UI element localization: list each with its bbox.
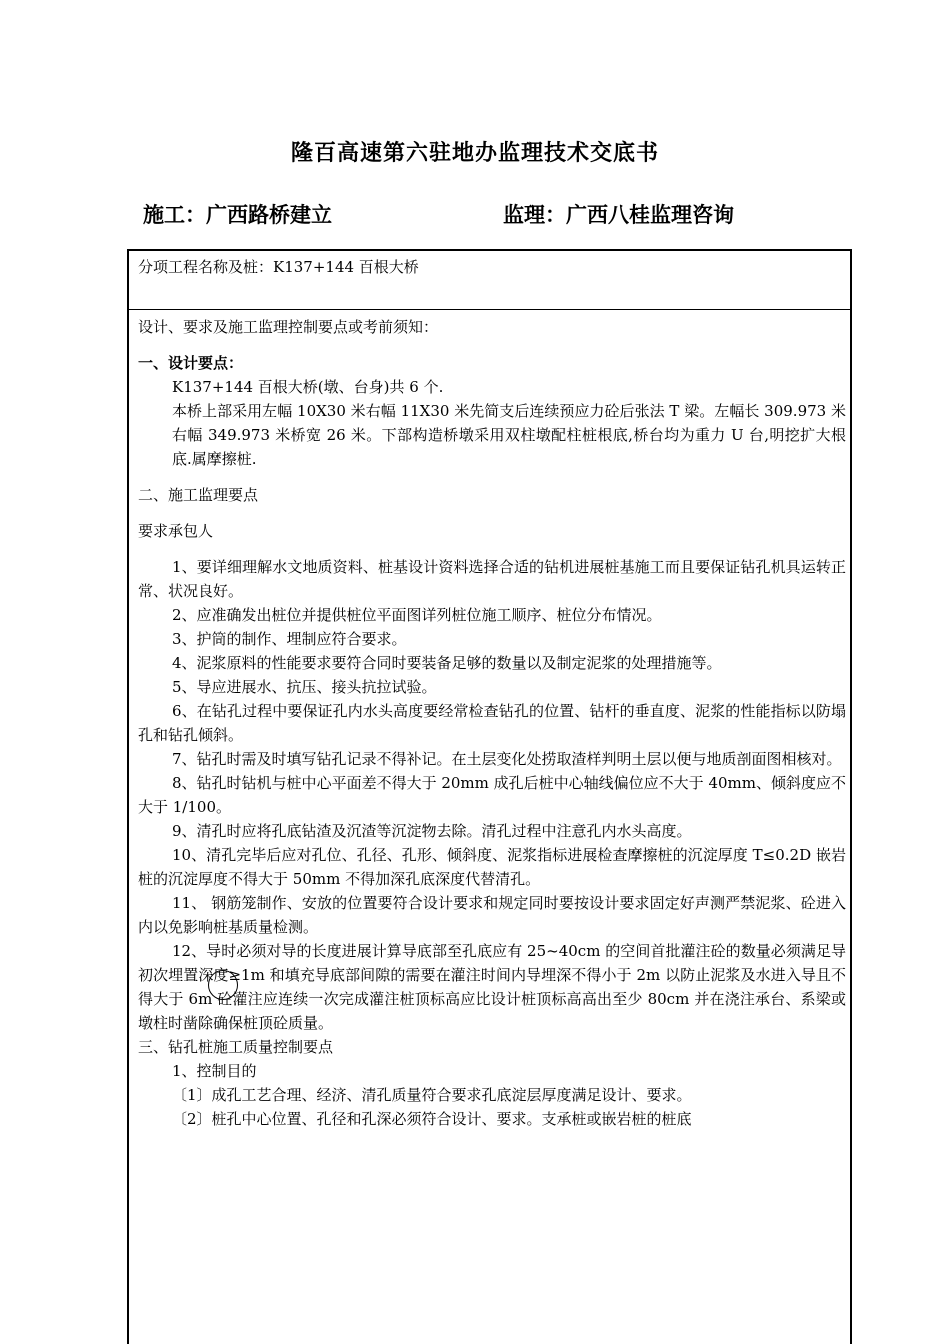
section2-item: 7、钻孔时需及时填写钻孔记录不得补记。在土层变化处捞取渣样判明土层以便与地质剖面图相核对。 xyxy=(172,750,842,768)
section2-item: 11、 钢筋笼制作、安放的位置要符合设计要求和规定同时要按设计要求固定好声测严禁泥浆、砼进入内以免影响桩基质量检测。 xyxy=(138,894,846,936)
section3-item: 〔2〕桩孔中心位置、孔径和孔深必须符合设计、要求。支承桩或嵌岩桩的桩底 xyxy=(172,1110,692,1128)
section2-item: 4、泥浆原料的性能要求要符合同时要装备足够的数量以及制定泥浆的处理措施等。 xyxy=(172,654,722,672)
section2-sub: 要求承包人 xyxy=(138,522,214,540)
section2-item: 1、要详细理解水文地质资料、桩基设计资料选择合适的钻机进展桩基施工而且要保证钻孔机具运转正常、状况良好。 xyxy=(138,558,846,600)
section1-line: 本桥上部采用左幅 10X30 米右幅 11X30 米先简支后连续预应力砼后张法 T 梁。左幅长 309.973 米右幅 349.973 米桥宽 26 米。下部构造桥墩采用双柱墩配柱桩根底,桥台均为重力 U 台,明挖扩大根底.属摩擦桩. xyxy=(172,402,846,468)
disclosure-table xyxy=(127,249,852,1344)
section2-item: 5、导应进展水、抗压、接头抗拉试验。 xyxy=(172,678,437,696)
section2-item: 9、清孔时应将孔底钻渣及沉渣等沉淀物去除。清孔过程中注意孔内水头高度。 xyxy=(172,822,692,840)
content-body xyxy=(138,315,846,1131)
section2-item: 3、护筒的制作、埋制应符合要求。 xyxy=(172,630,407,648)
project-name: 分项工程名称及桩：K137+144 百根大桥 xyxy=(138,258,419,276)
supervision-unit: 监理：广西八桂监理咨询 xyxy=(503,203,734,227)
section2-heading: 二、施工监理要点 xyxy=(138,486,259,504)
circle-mark xyxy=(208,970,238,1000)
section3-item: 〔1〕成孔工艺合理、经济、清孔质量符合要求孔底淀层厚度满足设计、要求。 xyxy=(172,1086,692,1104)
section2-item: 2、应准确发出桩位并提供桩位平面图详列桩位施工顺序、桩位分布情况。 xyxy=(172,606,662,624)
section2-item: 6、在钻孔过程中要保证孔内水头高度要经常检查钻孔的位置、钻杆的垂直度、泥浆的性能指标以防塌孔和钻孔倾斜。 xyxy=(138,702,846,744)
document-title: 隆百高速第六驻地办监理技术交底书 xyxy=(290,141,659,166)
project-row xyxy=(129,251,850,310)
section3-sub: 1、控制目的 xyxy=(172,1062,257,1080)
section2-item: 10、清孔完毕后应对孔位、孔径、孔形、倾斜度、泥浆指标进展检查摩擦桩的沉淀厚度 T≤0.2D 嵌岩桩的沉淀厚度不得大于 50mm 不得加深孔底深度代替清孔。 xyxy=(138,846,846,888)
section2-item: 12、导时必须对导的长度进展计算导底部至孔底应有 25~40cm 的空间首批灌注砼的数量必须满足导初次埋置深度≥1m 和填充导底部间隙的需要在灌注时间内导埋深不得小于 2m 以防止泥浆及水进入导且不得大于 6m 砼灌注应连续一次完成灌注桩顶标高应比设计桩顶标高高出至少 80cm 并在浇注承台、系梁或墩柱时凿除确保桩顶砼质量。 xyxy=(138,942,846,1032)
section2-item: 8、钻孔时钻机与桩中心平面差不得大于 20mm 成孔后桩中心轴线偏位应不大于 40mm、倾斜度应不大于 1/100。 xyxy=(138,774,846,816)
intro-text: 设计、要求及施工监理控制要点或考前须知： xyxy=(138,318,439,336)
construction-unit: 施工：广西路桥建立 xyxy=(143,203,332,227)
section1-heading: 一、设计要点： xyxy=(138,354,244,372)
section1-line: K137+144 百根大桥(墩、台身)共 6 个. xyxy=(172,378,444,396)
section3-heading: 三、钻孔桩施工质量控制要点 xyxy=(138,1038,334,1056)
